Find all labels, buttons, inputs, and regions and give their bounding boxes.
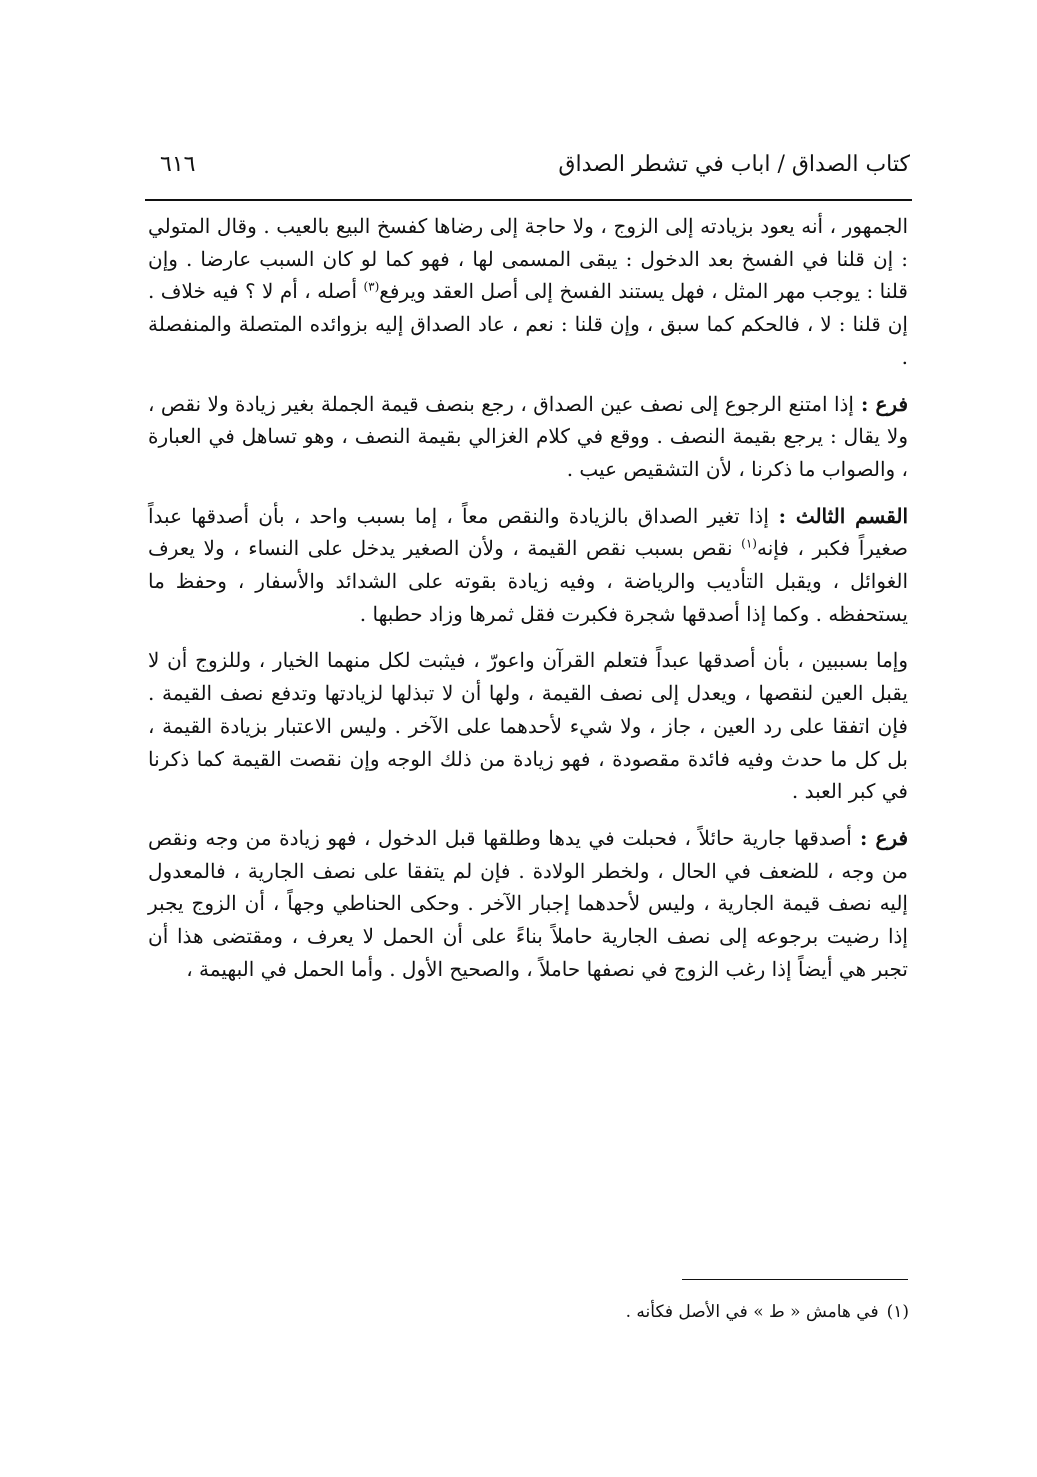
footnote-text: في هامش « ط » في الأصل فكأنه . xyxy=(625,1302,879,1322)
paragraph-heading: القسم الثالث : xyxy=(768,503,909,528)
paragraph-text: إذا تغير الصداق بالزيادة والنقص معاً ، إما بسبب واحد ، بأن أصدقها عبداً صغيراً فكبر ، فإنه xyxy=(148,503,908,561)
footnote-marker: (١) xyxy=(886,1302,909,1322)
body-text xyxy=(148,210,908,985)
page-header xyxy=(140,152,910,192)
paragraph-text: الجمهور ، أنه يعود بزيادته إلى الزوج ، ولا حاجة إلى رضاها كفسخ البيع بالعيب . وقال المتولي : إن قلنا في الفسخ بعد الدخول : يبقى المسمى لها ، فهو كما لو كان السبب عارضا . وإن قلنا : يوجب مهر المثل ، فهل يستند الفسخ إلى أصل العقد ويرفع xyxy=(148,214,909,304)
footnote-ref: (١) xyxy=(741,536,757,551)
footnote xyxy=(626,1302,909,1322)
paragraph xyxy=(148,500,908,631)
paragraph-text-tail: أصله ، أم لا ؟ فيه خلاف . إن قلنا : لا ، فالحكم كما سبق ، وإن قلنا : نعم ، عاد الصداق إليه بزوائده المتصلة والمنفصلة . xyxy=(148,279,908,369)
running-title: كتاب الصداق / اباب في تشطر الصداق xyxy=(558,152,910,177)
paragraph xyxy=(148,644,908,808)
page-number: ٦١٦ xyxy=(160,152,196,177)
paragraph-heading: فرع : xyxy=(853,391,909,416)
paragraph xyxy=(148,210,908,374)
header-divider xyxy=(145,199,912,201)
paragraph-heading: فرع : xyxy=(851,825,908,850)
paragraph-text-tail: نقص بسبب نقص القيمة ، ولأن الصغير يدخل على النساء ، ولا يعرف الغوائل ، ويقبل التأديب والرياضة ، وفيه زيادة بقوته على الشدائد والأسفار ، وحفظ ما يستحفظه . وكما إذا أصدقها شجرة فكبرت فقل ثمرها وزاد حطبها . xyxy=(148,536,908,626)
paragraph-text: إذا امتنع الرجوع إلى نصف عين الصداق ، رجع بنصف قيمة الجملة بغير زيادة ولا نقص ، ولا يقال : يرجع بقيمة النصف . ووقع في كلام الغزالي بقيمة النصف ، وهو تساهل في العبارة ، والصواب ما ذكرنا ، لأن التشقيص عيب . xyxy=(148,391,908,481)
footnote-ref: (٣) xyxy=(363,279,380,294)
paragraph-text: أصدقها جارية حائلاً ، فحبلت في يدها وطلقها قبل الدخول ، فهو زيادة من وجه ونقص من وجه ، للضعف في الحال ، ولخطر الولادة . فإن لم يتفقا على نصف الجارية ، فالمعدول إليه نصف قيمة الجارية ، وليس لأحدهما إجبار الآخر . وحكى الحناطي وجهاً ، أن الزوج يجبر إذا رضيت برجوعه إلى نصف الجارية حاملاً بناءً على أن الحمل لا يعرف ، ومقتضى هذا أن تجبر هي أيضاً إذا رغب الزوج في نصفها حاملاً ، والصحيح الأول . وأما الحمل في البهيمة ، xyxy=(148,825,908,981)
footnote-divider xyxy=(682,1279,908,1280)
paragraph-text: وإما بسببين ، بأن أصدقها عبداً فتعلم القرآن واعورّ ، فيثبت لكل منهما الخيار ، وللزوج أن لا يقبل العين لنقصها ، ويعدل إلى نصف القيمة ، ولها أن لا تبذلها لزيادتها وتدفع نصف القيمة . فإن اتفقا على رد العين ، جاز ، ولا شيء لأحدهما على الآخر . وليس الاعتبار بزيادة القيمة ، بل كل ما حدث وفيه فائدة مقصودة ، فهو زيادة من ذلك الوجه وإن نقصت القيمة كما ذكرنا في كبر العبد . xyxy=(148,648,908,804)
paragraph xyxy=(148,388,908,486)
paragraph xyxy=(148,822,908,986)
